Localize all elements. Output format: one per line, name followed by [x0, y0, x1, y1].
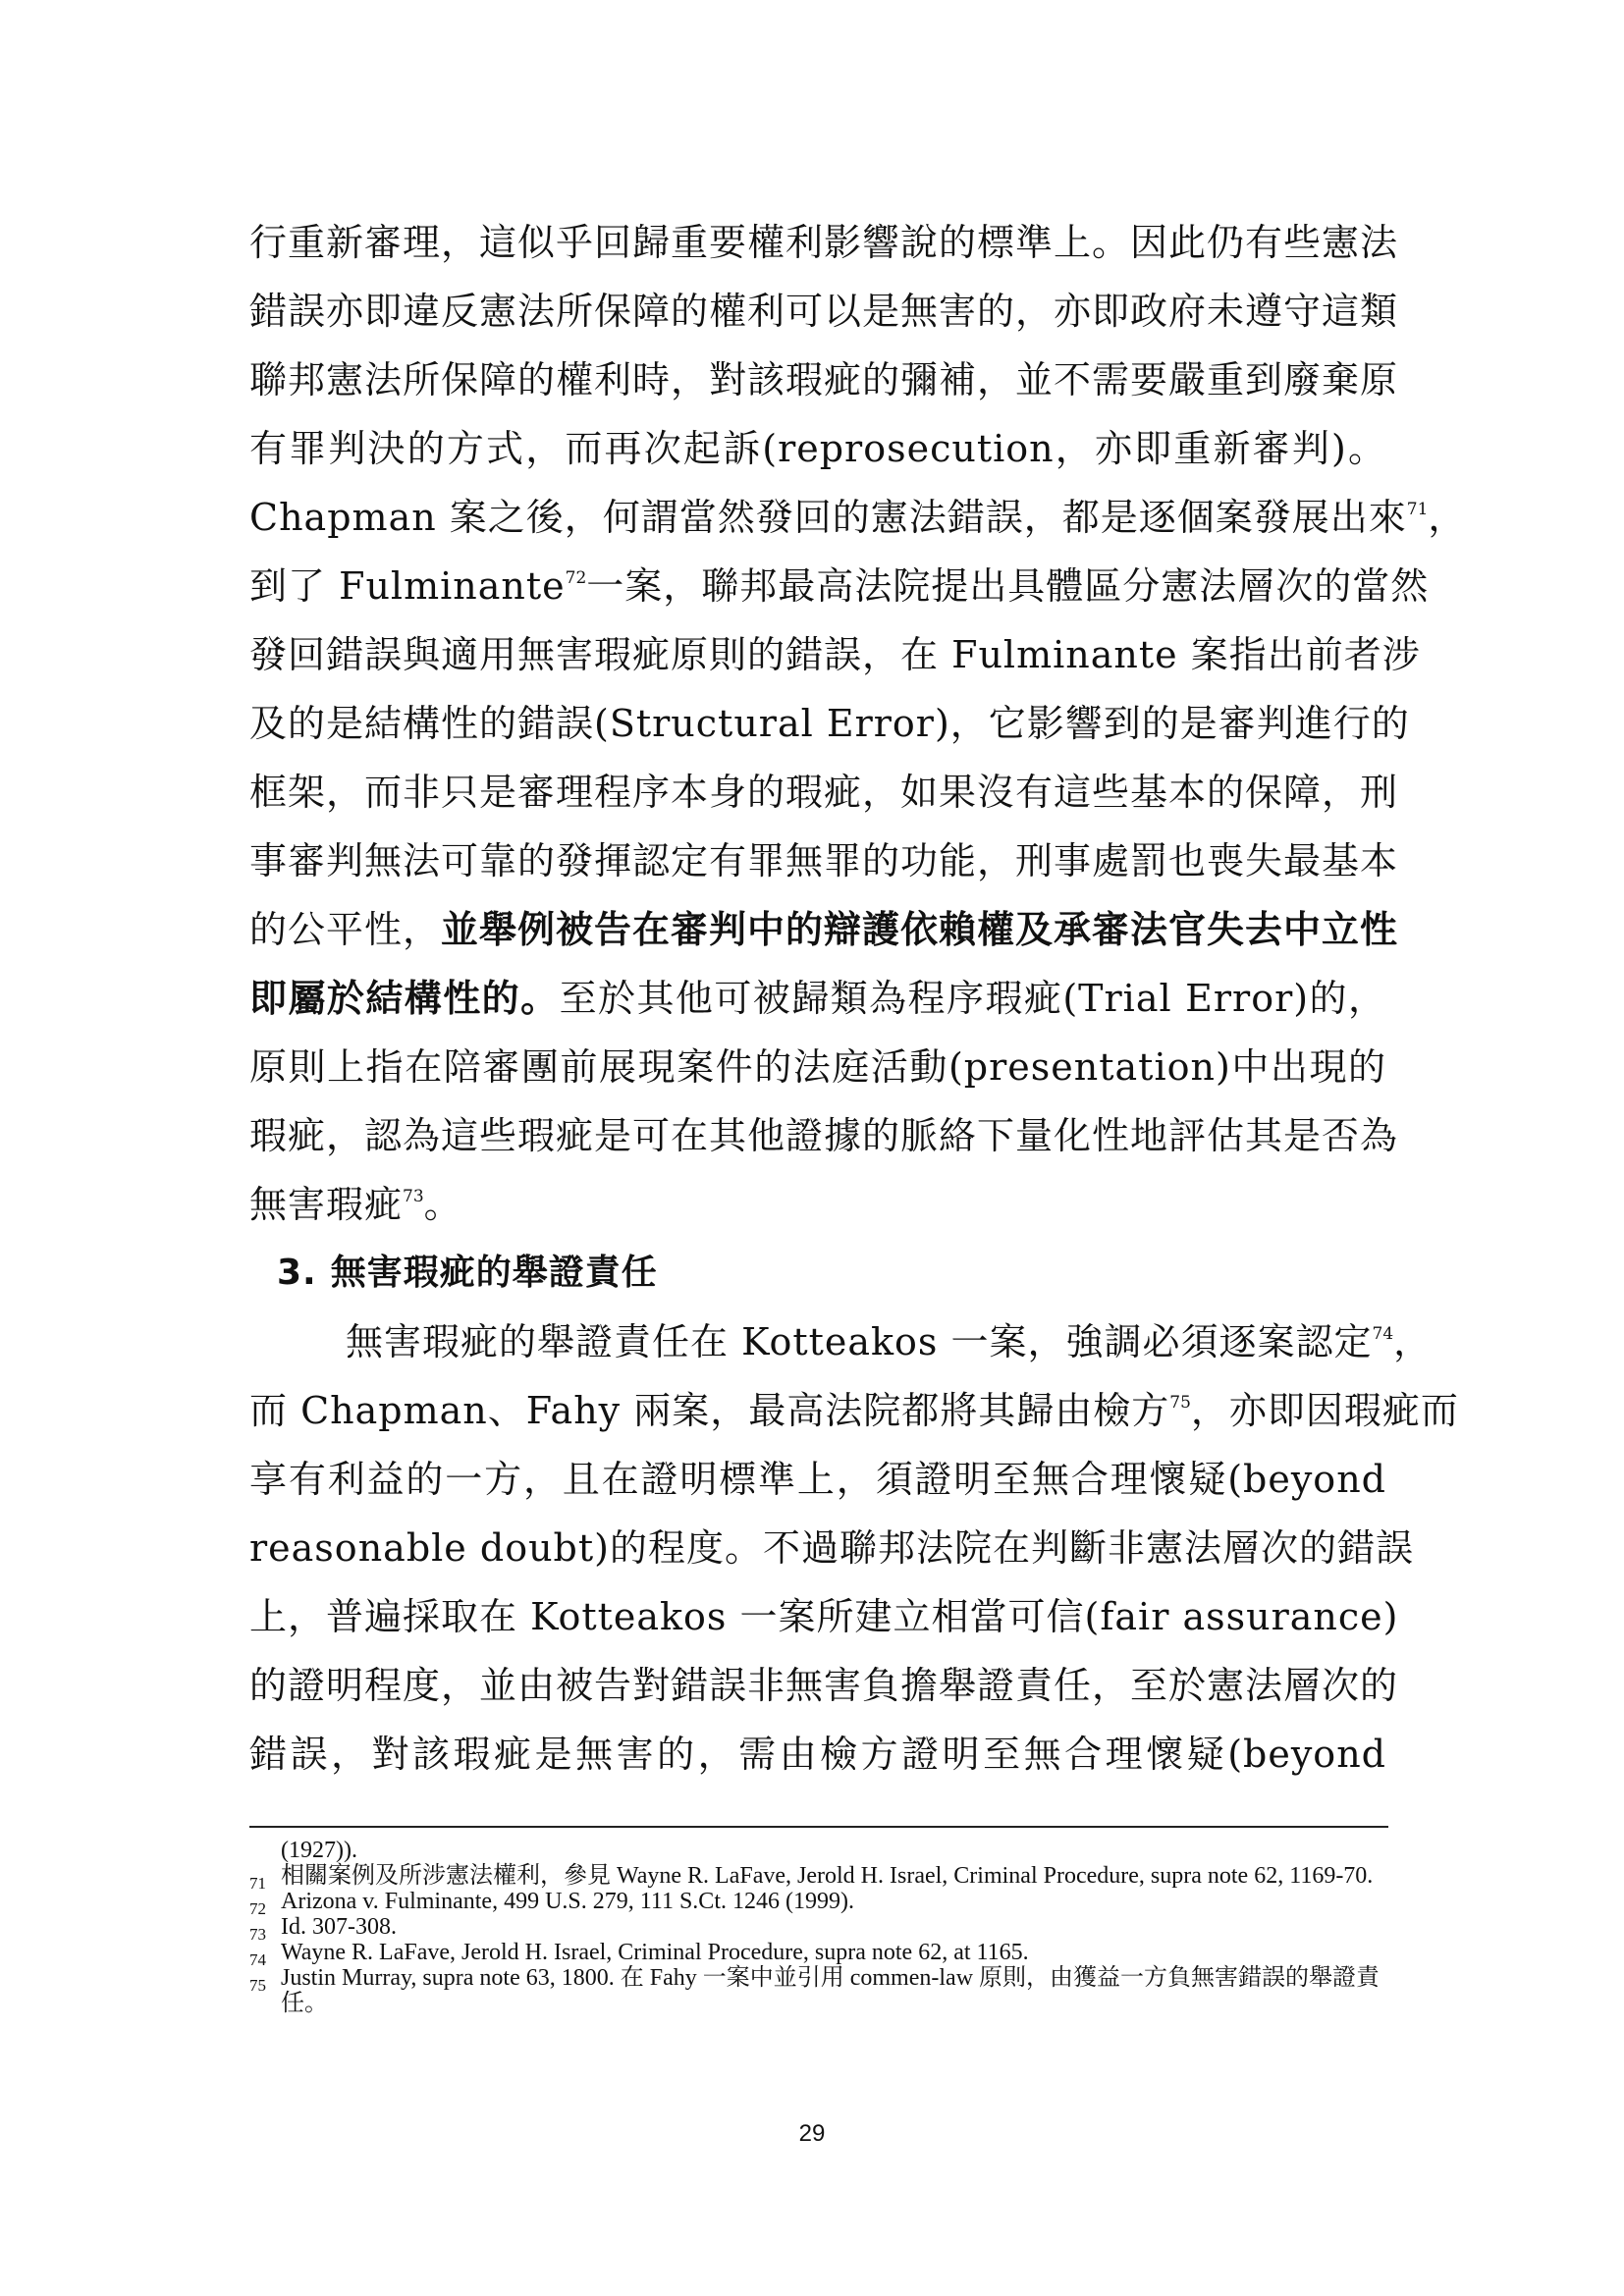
- section-heading: [249, 1245, 1386, 1313]
- footnote-continuation: (1927)).: [281, 1838, 357, 1863]
- body-line: [249, 970, 1386, 1039]
- body-line: 行重新審理，這似乎回歸重要權利影響說的標準上。因此仍有些憲法: [249, 221, 1399, 264]
- footnote-text: Wayne R. LaFave, Jerold H. Israel, Criminal Procedure, supra note 62, at 1165.: [281, 1940, 1029, 1965]
- footnote-separator: [249, 1826, 1388, 1828]
- body-line: 原則上指在陪審團前展現案件的法庭活動(presentation)中出現的: [249, 1045, 1386, 1089]
- body-line: 的證明程度，並由被告對錯誤非無害負擔舉證責任，至於憲法層次的: [249, 1664, 1399, 1707]
- footnote-text: 相關案例及所涉憲法權利，參見 Wayne R. LaFave, Jerold H. Israel, Criminal Procedure, supra note 62, 1169-70.: [281, 1863, 1374, 1889]
- body-line: 錯誤亦即違反憲法所保障的權利可以是無害的，亦即政府未遵守這類: [249, 290, 1399, 333]
- line-text: 無害瑕疵的舉證責任在 Kotteakos 一案，強調必須逐案認定: [346, 1320, 1373, 1363]
- footnote-mark: 71: [249, 1874, 266, 1893]
- footnote-text: Id. 307-308.: [281, 1914, 397, 1940]
- footnote-71: [249, 1863, 1388, 1893]
- line-text: 而 Chapman、Fahy 兩案，最高法院都將其歸由檢方: [249, 1389, 1170, 1432]
- footnote-ref-71[interactable]: 71: [1406, 500, 1429, 519]
- page-number: 29: [798, 2120, 826, 2147]
- footnote-mark: 74: [249, 1950, 266, 1969]
- body-line: [249, 1176, 1386, 1245]
- body-line: reasonable doubt)的程度。不過聯邦法院在判斷非憲法層次的錯誤: [249, 1526, 1414, 1570]
- line-text: 一案，聯邦最高法院提出具體區分憲法層次的當然: [586, 564, 1430, 608]
- footnotes: [249, 1838, 1388, 2016]
- body-line: [249, 1313, 1433, 1382]
- line-text: 到了 Fulminante: [249, 564, 566, 608]
- body-line: 發回錯誤與適用無害瑕疵原則的錯誤，在 Fulminante 案指出前者涉: [249, 633, 1421, 676]
- body-line: 有罪判決的方式，而再次起訴(reprosecution，亦即重新審判)。: [249, 427, 1386, 470]
- footnote-73: [249, 1914, 1388, 1944]
- body-line: [249, 1382, 1459, 1451]
- body-line: 事審判無法可靠的發揮認定有罪無罪的功能，刑事處罰也喪失最基本: [249, 839, 1399, 882]
- body-line: 框架，而非只是審理程序本身的瑕疵，如果沒有這些基本的保障，刑: [249, 771, 1399, 814]
- line-text: ，: [1393, 1320, 1433, 1363]
- body-text: [249, 214, 1467, 1794]
- body-line: [249, 558, 1430, 626]
- line-text: ，: [1428, 496, 1467, 539]
- footnote-text: Arizona v. Fulminante, 499 U.S. 279, 111 S.Ct. 1246 (1999).: [281, 1889, 854, 1914]
- line-text: ，亦即因瑕疵而: [1190, 1389, 1459, 1432]
- body-line: 瑕疵，認為這些瑕疵是可在其他證據的脈絡下量化性地評估其是否為: [249, 1114, 1399, 1157]
- section-number: 3.: [277, 1253, 317, 1293]
- bold-emphasis: 即屬於結構性的。: [249, 976, 560, 1020]
- bold-emphasis: 並舉例被告在審判中的辯護依賴權及承審法官失去中立性: [441, 907, 1399, 951]
- body-line: 上，普遍採取在 Kotteakos 一案所建立相當可信(fair assurance): [249, 1595, 1399, 1638]
- footnote-mark: 75: [249, 1976, 266, 1995]
- body-line: [249, 489, 1467, 558]
- body-line: 聯邦憲法所保障的權利時，對該瑕疵的彌補，並不需要嚴重到廢棄原: [249, 358, 1399, 401]
- footnote-mark: 73: [249, 1925, 266, 1944]
- body-line: 錯誤，對該瑕疵是無害的，需由檢方證明至無合理懷疑(beyond: [249, 1733, 1386, 1776]
- footnote-ref-75[interactable]: 75: [1169, 1393, 1191, 1413]
- footnote-72: [249, 1889, 1388, 1918]
- line-text: Chapman 案之後，何謂當然發回的憲法錯誤，都是逐個案發展出來: [249, 496, 1407, 539]
- footnote-mark: 72: [249, 1899, 266, 1918]
- footnote-74: [249, 1940, 1388, 1969]
- section-title: 無害瑕疵的舉證責任: [330, 1253, 658, 1293]
- line-text: 至於其他可被歸類為程序瑕疵(Trial Error)的，: [559, 977, 1386, 1020]
- body-line: [249, 901, 1399, 970]
- footnote-75: [249, 1965, 1388, 2016]
- footnote-text: Justin Murray, supra note 63, 1800. 在 Fahy 一案中並引用 commen-law 原則，由獲益一方負無害錯誤的舉證責任。: [281, 1965, 1380, 2016]
- footnote-ref-73[interactable]: 73: [403, 1187, 424, 1206]
- line-text: 無害瑕疵: [249, 1183, 404, 1226]
- body-line: 享有利益的一方，且在證明標準上，須證明至無合理懷疑(beyond: [249, 1458, 1386, 1501]
- footnote-ref-72[interactable]: 72: [565, 568, 587, 588]
- body-line: 及的是結構性的錯誤(Structural Error)，它影響到的是審判進行的: [249, 702, 1410, 745]
- line-text: 。: [423, 1183, 462, 1226]
- line-text: 的公平性，: [249, 908, 442, 951]
- footnote-ref-74[interactable]: 74: [1372, 1324, 1394, 1344]
